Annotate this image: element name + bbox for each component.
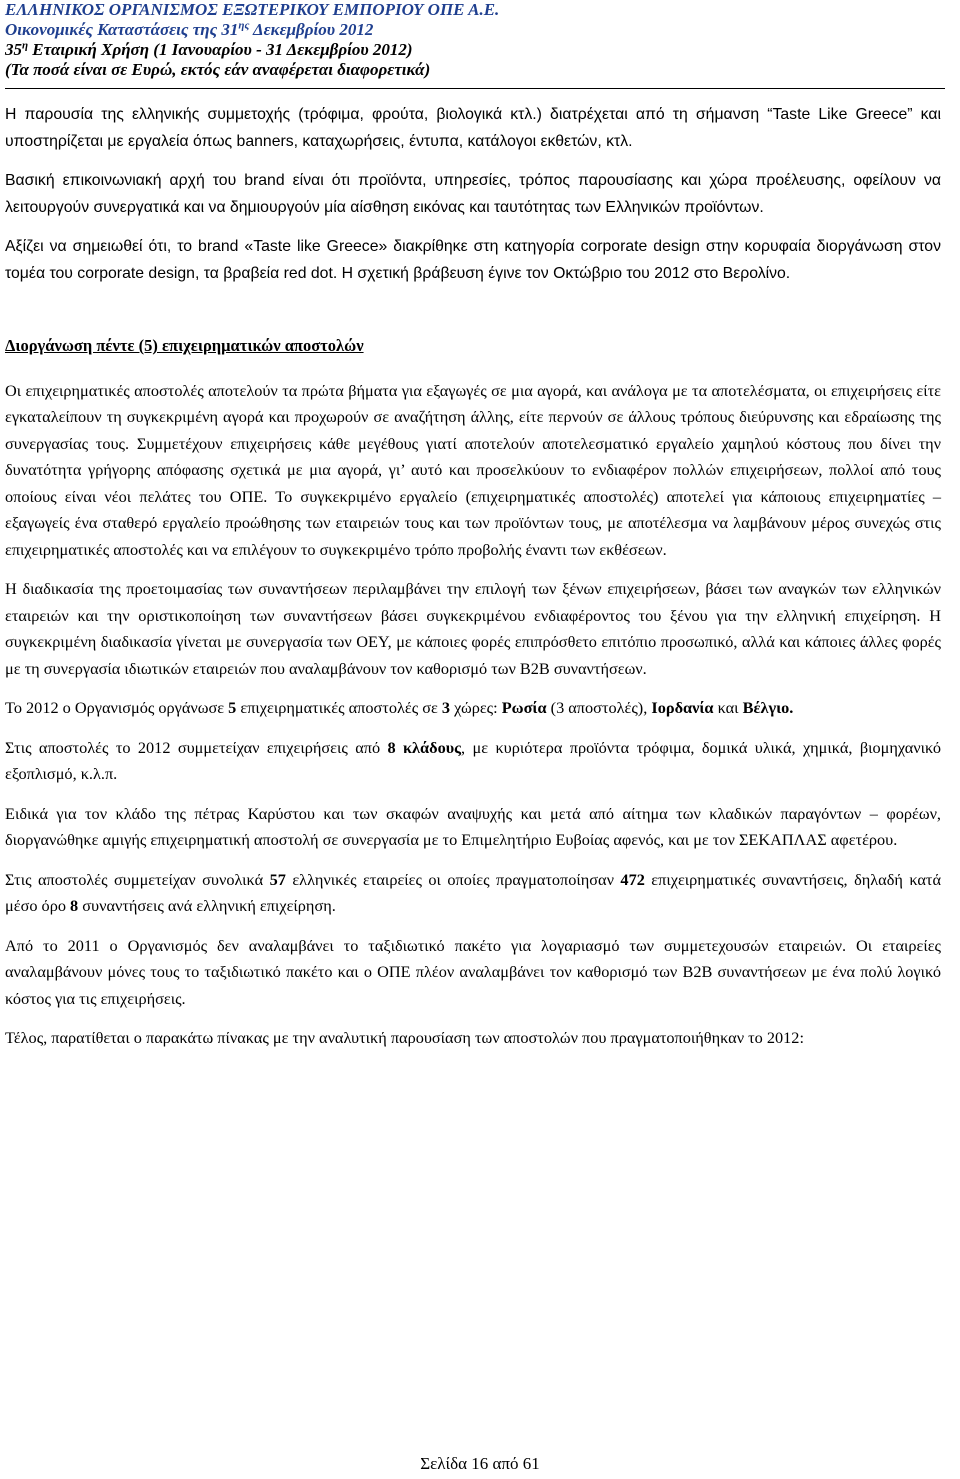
paragraph-taste-like-greece: Η παρουσία της ελληνικής συμμετοχής (τρόφιμα, φρούτα, βιολογικά κτλ.) διατρέχεται από τη σήμανση “Taste Like Greece” και υποστηρίζεται με εργαλεία όπως banners, καταχωρήσεις, έντυπα, κατάλογοι εκθετών, κτλ.	[5, 106, 941, 150]
paragraph-business-missions: Οι επιχειρηματικές αποστολές αποτελούν τα πρώτα βήματα για εξαγωγές σε μια αγορά, και ανάλογα με τα αποτελέσματα, οι επιχειρήσεις είτε εγκαταλείπουν τη συγκεκριμένη αγορά και προχωρούν σε αναζήτηση άλλης, είτε περνούν σε άλλους τρόπους διεύρυνσης και εδραίωσης της συνεργασίας τους. Συμμετέχουν επιχειρήσεις κάθε μεγέθους γιατί αποτελούν αποτελεσματικό εργαλείο χαμηλού κόστους που δίνει την δυνατότητα γρήγορης απόφασης σχετικά με μια αγορά, γι’ αυτό και προσελκύουν το ενδιαφέρον πολλών επιχειρήσεων, πολλοί από τους οποίους είναι νέοι πελάτες του ΟΠΕ. Το συγκεκριμένο εργαλείο (επιχειρηματικές αποστολές) αποτελεί για κάποιους επιχειρηματίες – εξαγωγείς ένα σταθερό εργαλείο προώθησης των εταιρειών τους και των προϊόντων τους, με αποτέλεσμα να λαμβάνουν μέρος συνεχώς στις επιχειρηματικές αποστολές και να επιλέγουν το συγκεκριμένο τρόπο προβολής έναντι των εκθέσεων.	[5, 380, 941, 559]
fiscal-year-line: $35^\eta$ Εταιρική Χρήση (1 Ιανουαρίου - 31 Δεκεμβρίου 2012)	[5, 39, 413, 59]
statements-title: Οικονομικές Καταστάσεις της $31^{\eta\varsigma}$ Δεκεμβρίου 2012	[5, 19, 374, 39]
paragraph-table-intro: Τέλος, παρατίθεται ο παρακάτω πίνακας με την αναλυτική παρουσίαση των αποστολών που πραγματοποιήθηκαν το 2012:	[5, 1028, 804, 1047]
paragraph-travel-package: Από το 2011 ο Οργανισμός δεν αναλαμβάνει το ταξιδιωτικό πακέτο για λογαριασμό των συμμετεχουσών εταιρειών. Οι εταιρείες αναλαμβάνουν μόνες τους το ταξιδιωτικό πακέτο και ο ΟΠΕ πλέον αναλαμβάνει τον καθορισμό των Β2Β συναντήσεων με ένα πολύ λογικό κόστος για τις επιχειρήσεις.	[5, 935, 941, 1008]
currency-note: (Τα ποσά είναι σε Ευρώ, εκτός εάν αναφέρεται διαφορετικά)	[5, 60, 431, 79]
header-divider	[5, 88, 945, 89]
page-number: Σελίδα 16 από 61	[420, 1454, 540, 1473]
paragraph-meeting-preparation: Η διαδικασία της προετοιμασίας των συναντήσεων περιλαμβάνει την επιλογή των ξένων επιχειρήσεων, βάσει των αναγκών των ελληνικών εταιρειών και την οριστικοποίηση των συναντήσεων βάσει συγκεκριμένου ενδιαφέροντος του ξένου για την ελληνική επιχείρηση. Η συγκεκριμένη διαδικασία γίνεται με συνεργασία των ΟΕΥ, με κάποιες φορές επιπρόσθετο επιτόπιο προσωπικό, αλλά και κάποιες άλλες φορές με τη συνεργασία ιδιωτικών εταιρειών που αναλαμβάνουν τον καθορισμό των Β2Β συναντήσεων.	[5, 579, 941, 678]
paragraph-participants: Στις αποστολές συμμετείχαν συνολικά 57 ελληνικές εταιρείες οι οποίες πραγματοποίησαν 472 επιχειρηματικές συναντήσεις, δηλαδή κατά μέσο όρο 8 συναντήσεις ανά ελληνική επιχείρηση.	[5, 869, 942, 915]
paragraph-sectors: Στις αποστολές το 2012 συμμετείχαν επιχειρήσεις από 8 κλάδους, με κυριότερα προϊόντα τρόφιμα, δομικά υλικά, χημικά, βιομηχανικό εξοπλισμό, κ.λ.π.	[5, 737, 942, 783]
document-body	[5, 102, 941, 1065]
paragraph-red-dot-award: Αξίζει να σημειωθεί ότι, το brand «Taste like Greece» διακρίθηκε στη κατηγορία corporate design στην κορυφαία διοργάνωση στον τομέα του corporate design, τα βραβεία red dot. Η σχετική βράβευση έγινε τον Οκτώβριο του 2012 στο Βερολίνο.	[5, 238, 941, 282]
document-header	[5, 0, 945, 80]
paragraph-karystos-stone: Ειδικά για τον κλάδο της πέτρας Καρύστου και των σκαφών αναψυχής και μετά από αίτημα των κλαδικών παραγόντων – φορέων, διοργανώθηκε αμιγής επιχειρηματική αποστολή σε συνεργασία με το Επιμελητήριο Ευβοίας αφενός, και με τον ΣΕΚΑΠΛΑΣ αφετέρου.	[5, 803, 941, 849]
paragraph-missions-2012: Το 2012 ο Οργανισμός οργάνωσε 5 επιχειρηματικές αποστολές σε 3 χώρες: Ρωσία (3 αποστολές), Ιορδανία και Βέλγιο.	[5, 698, 794, 717]
organization-name: ΕΛΛΗΝΙΚΟΣ ΟΡΓΑΝΙΣΜΟΣ ΕΞΩΤΕΡΙΚΟΥ ΕΜΠΟΡΙΟΥ ΟΠΕ Α.Ε.	[5, 0, 500, 19]
paragraph-brand-principle: Βασική επικοινωνιακή αρχή του brand είναι ότι προϊόντα, υπηρεσίες, τρόπος παρουσίασης και χώρα προέλευσης, οφείλουν να λειτουργούν συνεργατικά και να δημιουργούν μία αίσθηση εικόνας και ταυτότητας των Ελληνικών προϊόντων.	[5, 172, 941, 216]
section-heading: Διοργάνωση πέντε (5) επιχειρηματικών αποστολών	[5, 336, 364, 355]
